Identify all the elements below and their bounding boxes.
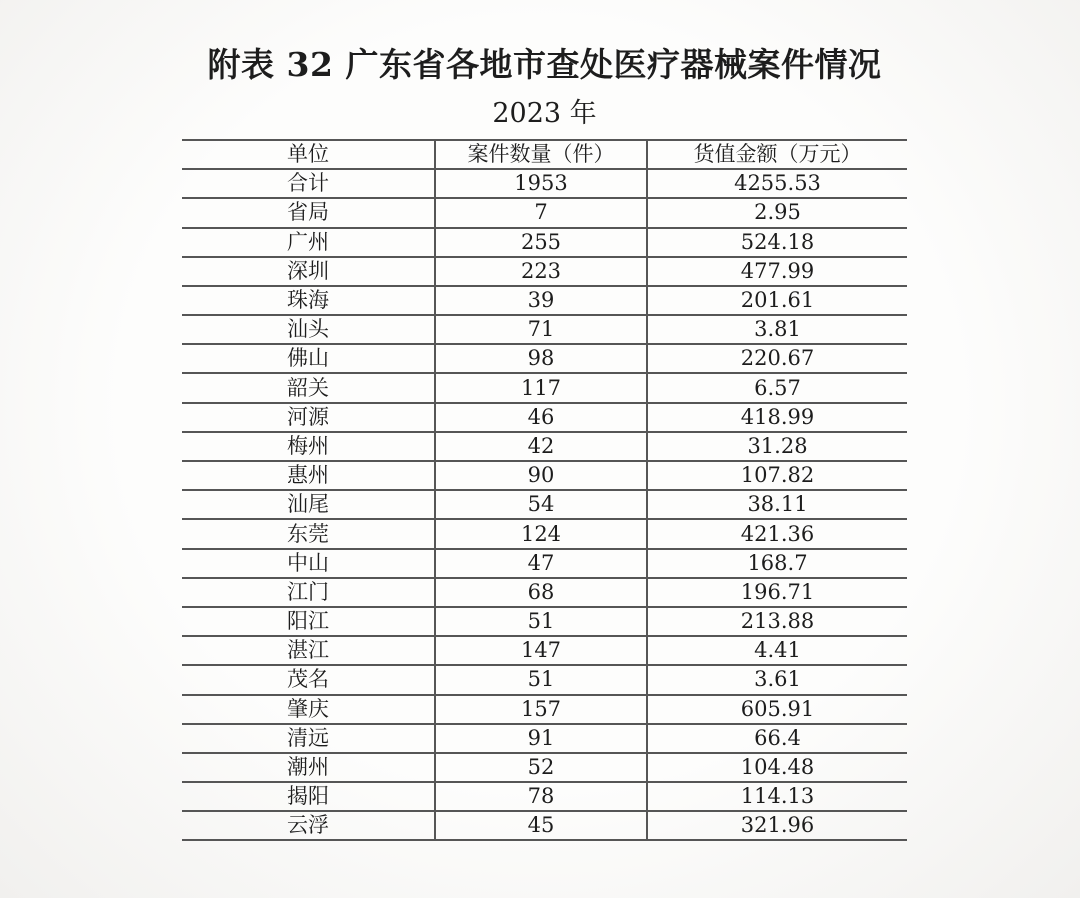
- unit-cell: 合计: [182, 169, 435, 198]
- unit-cell: 揭阳: [182, 782, 435, 811]
- table-row: [182, 373, 907, 402]
- value-amount-cell: 31.28: [647, 432, 907, 461]
- cases-table: [182, 139, 907, 842]
- unit-cell: 云浮: [182, 811, 435, 840]
- value-amount-cell: 4255.53: [647, 169, 907, 198]
- case-count-cell: 91: [435, 724, 647, 753]
- unit-cell: 梅州: [182, 432, 435, 461]
- header-case-count: 案件数量（件）: [435, 140, 647, 169]
- value-amount-cell: 418.99: [647, 403, 907, 432]
- case-count-cell: 46: [435, 403, 647, 432]
- unit-cell: 广州: [182, 228, 435, 257]
- case-count-cell: 39: [435, 286, 647, 315]
- unit-cell: 汕尾: [182, 490, 435, 519]
- table-row: [182, 198, 907, 227]
- unit-cell: 东莞: [182, 519, 435, 548]
- value-amount-cell: 196.71: [647, 578, 907, 607]
- table-row: [182, 228, 907, 257]
- case-count-cell: 223: [435, 257, 647, 286]
- header-unit: 单位: [182, 140, 435, 169]
- case-count-cell: 117: [435, 373, 647, 402]
- unit-cell: 韶关: [182, 373, 435, 402]
- value-amount-cell: 6.57: [647, 373, 907, 402]
- value-amount-cell: 168.7: [647, 549, 907, 578]
- value-amount-cell: 3.81: [647, 315, 907, 344]
- unit-cell: 肇庆: [182, 695, 435, 724]
- case-count-cell: 45: [435, 811, 647, 840]
- unit-cell: 湛江: [182, 636, 435, 665]
- value-amount-cell: 114.13: [647, 782, 907, 811]
- header-value-amount: 货值金额（万元）: [647, 140, 907, 169]
- case-count-cell: 51: [435, 607, 647, 636]
- value-amount-cell: 605.91: [647, 695, 907, 724]
- case-count-cell: 147: [435, 636, 647, 665]
- table-row: [182, 432, 907, 461]
- unit-cell: 潮州: [182, 753, 435, 782]
- case-count-cell: 124: [435, 519, 647, 548]
- table-row: [182, 344, 907, 373]
- page-title: 附表 32 广东省各地市查处医疗器械案件情况: [207, 45, 882, 84]
- header-row: [182, 140, 907, 169]
- document-page: [182, 0, 907, 841]
- table-row: [182, 782, 907, 811]
- table-row: [182, 519, 907, 548]
- case-count-cell: 71: [435, 315, 647, 344]
- value-amount-cell: 66.4: [647, 724, 907, 753]
- table-row: [182, 578, 907, 607]
- table-row: [182, 811, 907, 840]
- table-row: [182, 665, 907, 694]
- table-body: [182, 169, 907, 840]
- value-amount-cell: 321.96: [647, 811, 907, 840]
- value-amount-cell: 38.11: [647, 490, 907, 519]
- unit-cell: 惠州: [182, 461, 435, 490]
- case-count-cell: 98: [435, 344, 647, 373]
- case-count-cell: 7: [435, 198, 647, 227]
- table-row: [182, 490, 907, 519]
- case-count-cell: 255: [435, 228, 647, 257]
- unit-cell: 江门: [182, 578, 435, 607]
- value-amount-cell: 524.18: [647, 228, 907, 257]
- unit-cell: 中山: [182, 549, 435, 578]
- value-amount-cell: 421.36: [647, 519, 907, 548]
- table-row: [182, 315, 907, 344]
- unit-cell: 珠海: [182, 286, 435, 315]
- case-count-cell: 51: [435, 665, 647, 694]
- value-amount-cell: 477.99: [647, 257, 907, 286]
- table-row: [182, 636, 907, 665]
- case-count-cell: 54: [435, 490, 647, 519]
- case-count-cell: 68: [435, 578, 647, 607]
- table-row: [182, 257, 907, 286]
- year-subtitle: 2023 年: [492, 97, 597, 129]
- case-count-cell: 52: [435, 753, 647, 782]
- unit-cell: 茂名: [182, 665, 435, 694]
- table-row: [182, 753, 907, 782]
- unit-cell: 清远: [182, 724, 435, 753]
- unit-cell: 佛山: [182, 344, 435, 373]
- case-count-cell: 47: [435, 549, 647, 578]
- value-amount-cell: 2.95: [647, 198, 907, 227]
- case-count-cell: 1953: [435, 169, 647, 198]
- case-count-cell: 78: [435, 782, 647, 811]
- value-amount-cell: 201.61: [647, 286, 907, 315]
- table-row: [182, 724, 907, 753]
- case-count-cell: 42: [435, 432, 647, 461]
- case-count-cell: 90: [435, 461, 647, 490]
- table-row: [182, 607, 907, 636]
- table-row: [182, 549, 907, 578]
- value-amount-cell: 107.82: [647, 461, 907, 490]
- unit-cell: 河源: [182, 403, 435, 432]
- unit-cell: 省局: [182, 198, 435, 227]
- unit-cell: 深圳: [182, 257, 435, 286]
- table-row: [182, 169, 907, 198]
- value-amount-cell: 220.67: [647, 344, 907, 373]
- table-row: [182, 286, 907, 315]
- unit-cell: 阳江: [182, 607, 435, 636]
- value-amount-cell: 104.48: [647, 753, 907, 782]
- value-amount-cell: 213.88: [647, 607, 907, 636]
- value-amount-cell: 3.61: [647, 665, 907, 694]
- table-row: [182, 461, 907, 490]
- table-row: [182, 695, 907, 724]
- value-amount-cell: 4.41: [647, 636, 907, 665]
- case-count-cell: 157: [435, 695, 647, 724]
- unit-cell: 汕头: [182, 315, 435, 344]
- table-row: [182, 403, 907, 432]
